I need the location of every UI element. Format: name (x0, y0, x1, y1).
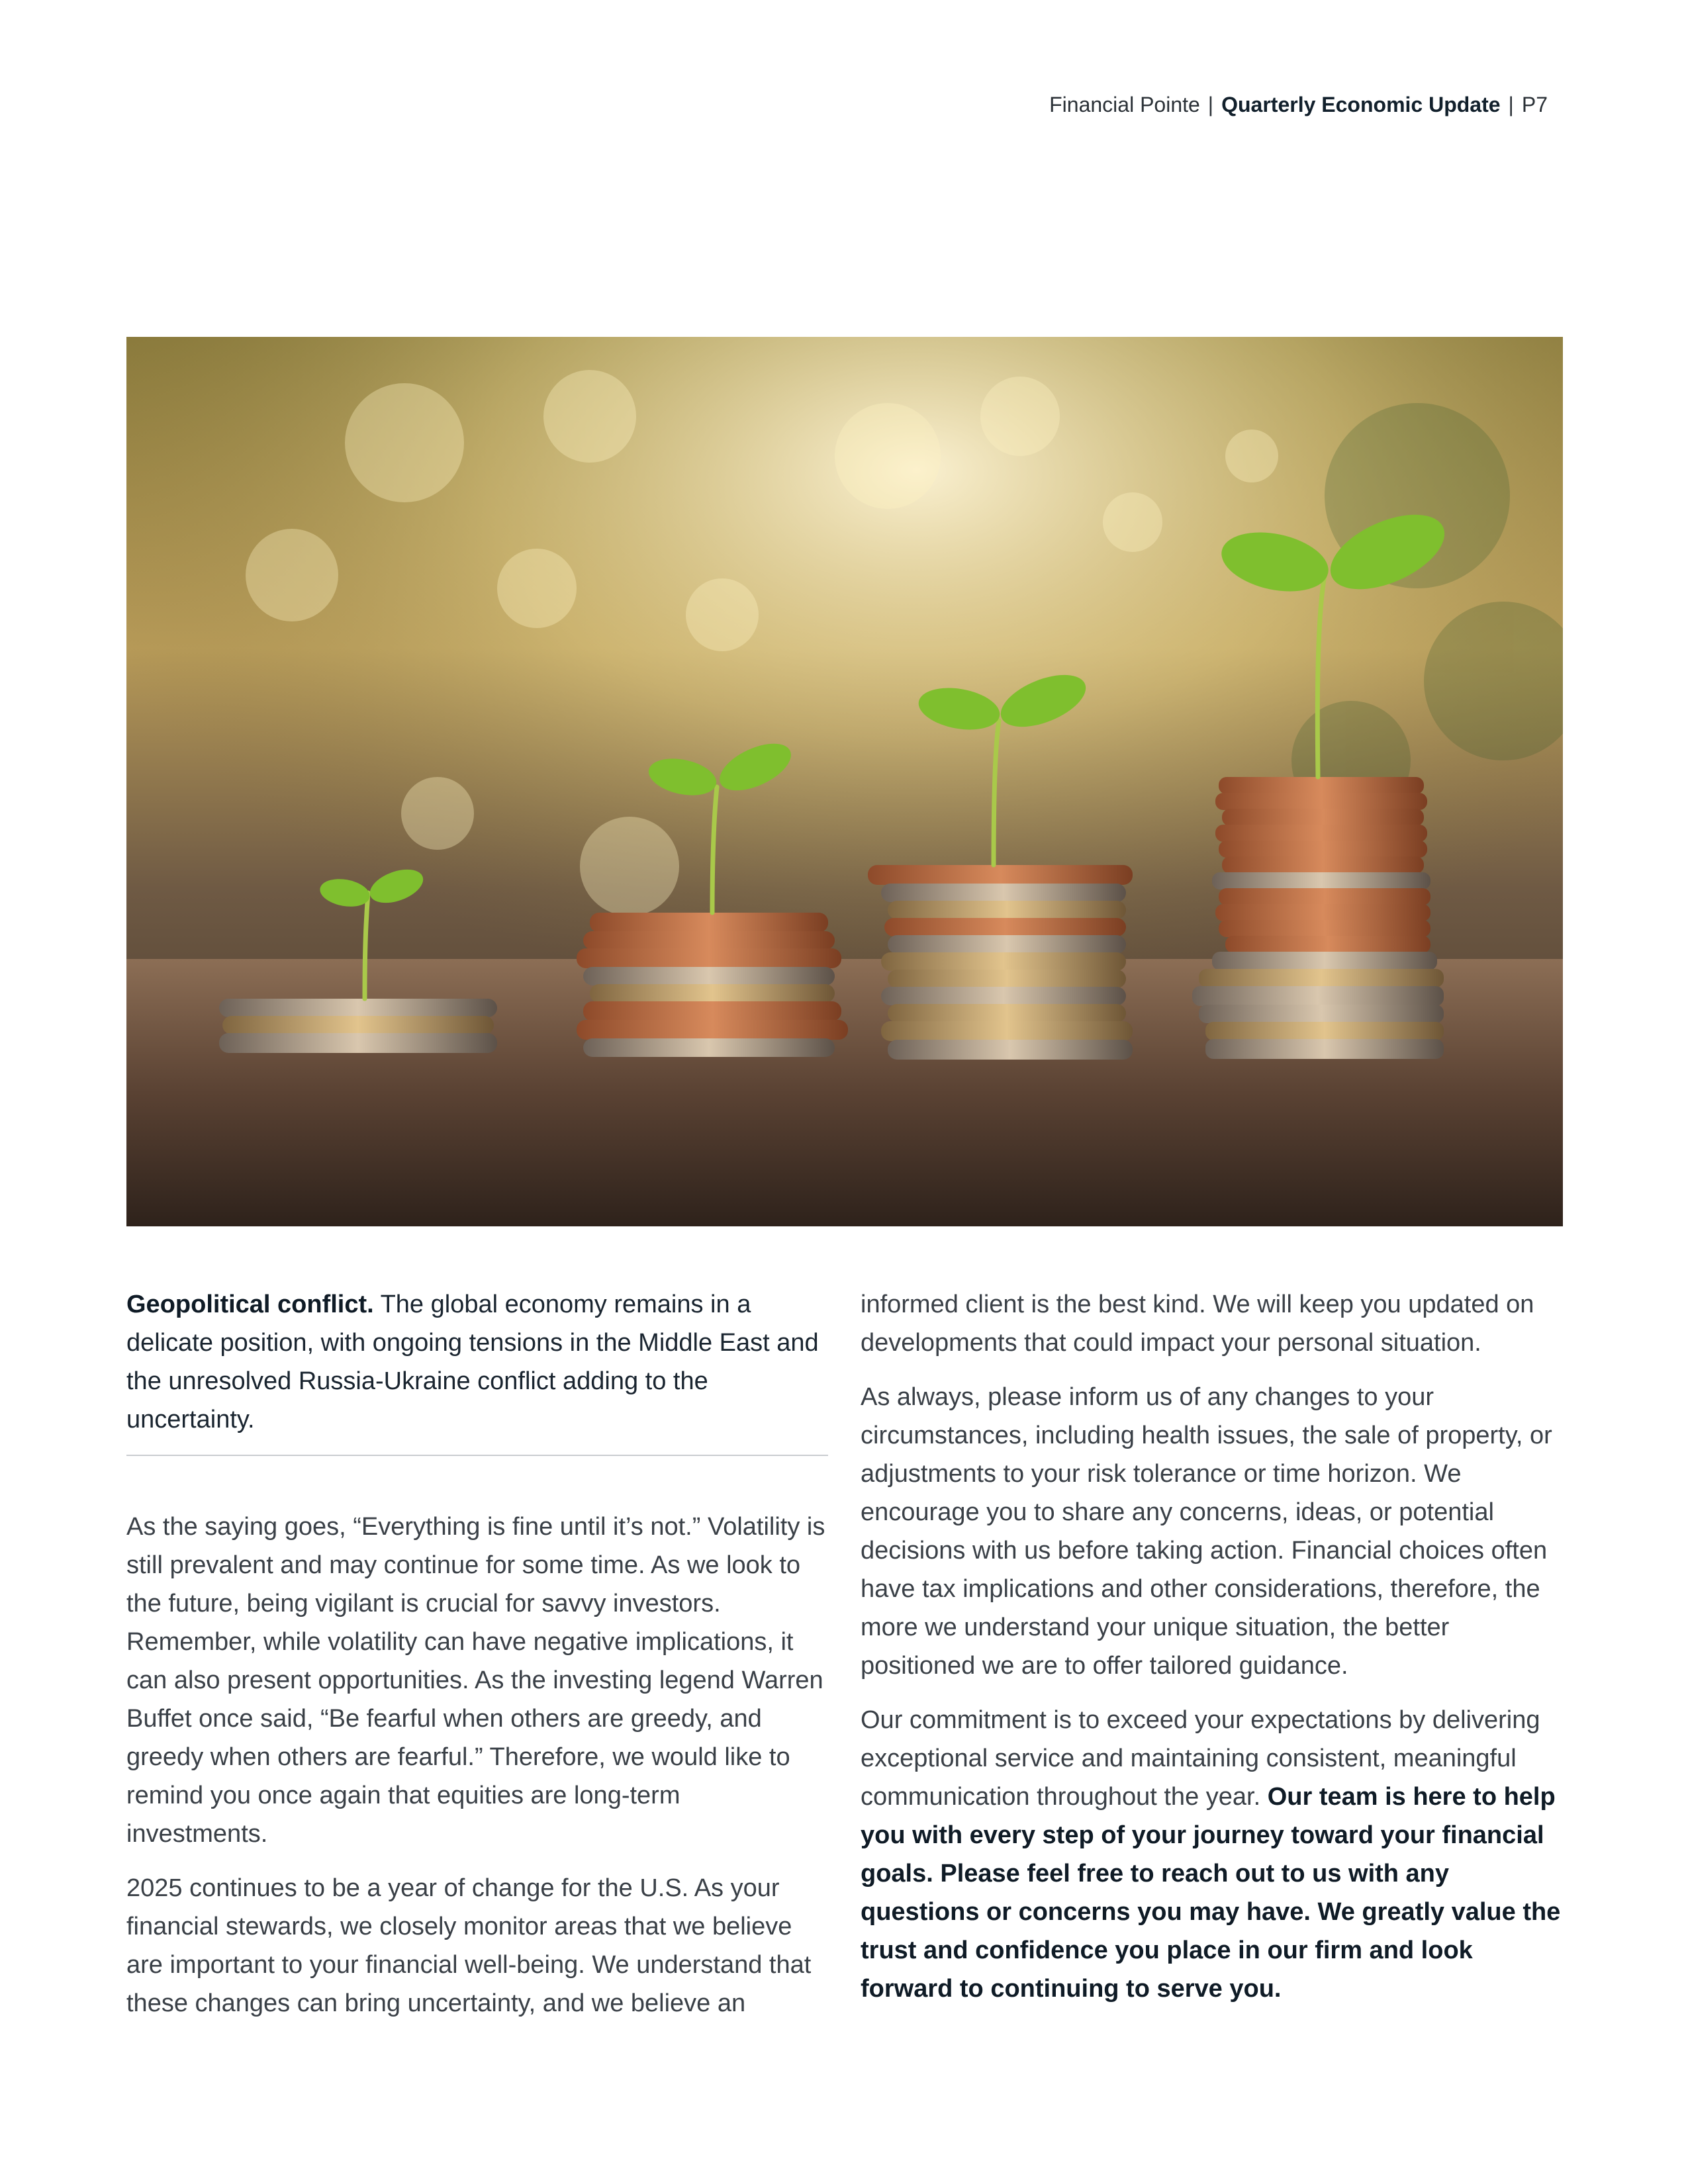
paragraph-volatility: As the saying goes, “Everything is fine until it’s not.” Volatility is still prevalent and may continue for some time. As we look to the future, being vigilant is crucial for savvy investors. Remember, while volatility can have negative implications, it can also present opportunities. As the investing legend Warren Buffet once said, “Be fearful when others are greedy, and greedy when others are fearful.” Therefore, we would like to remind you once again that equities are long-term investments. (126, 1513, 825, 1848)
brand-name: Financial Pointe (1049, 93, 1200, 116)
lead-text: The global economy remains in a delicate position, with ongoing tensions in the Middle East and the unresolved Russia-Ukraine conflict adding to the uncertainty. (126, 1291, 819, 1433)
page-number: P7 (1521, 93, 1548, 116)
lead-heading: Geopolitical conflict. (126, 1291, 374, 1318)
commitment-text: Our commitment is to exceed your expectations by delivering exceptional service and maintaining consistent, meaningful communication throughout the year. (861, 1706, 1540, 1811)
paragraph-commitment (861, 1701, 1564, 2008)
paragraph-2025-change: 2025 continues to be a year of change for the U.S. As your financial stewards, we closely monitor areas that we believe are important to your financial well-being. We understand that these changes can bring uncertainty, and we believe an (126, 1874, 812, 2017)
paragraph-informed-client: informed client is the best kind. We will keep you updated on developments that could impact your personal situation. (861, 1291, 1534, 1357)
left-column (126, 1285, 828, 2038)
page-header (1049, 93, 1548, 117)
header-separator: | (1207, 93, 1214, 116)
paragraph-inform-changes: As always, please inform us of any changes to your circumstances, including health issues, the sale of property, or adjustments to your risk tolerance or time horizon. We encourage you to share any concerns, ideas, or potential decisions with us before taking action. Financial choices often have tax implications and other considerations, therefore, the more we understand your unique situation, the better positioned we are to offer tailored guidance. (861, 1383, 1552, 1680)
header-separator: | (1508, 93, 1514, 116)
commitment-bold-text: Our team is here to help you with every step of your journey toward your financial goals. Please feel free to reach out to us with any questions or concerns you may have. We greatly value the trust and confidence you place in our firm and look forward to continuing to serve you. (861, 1783, 1561, 2003)
lead-paragraph (126, 1285, 828, 1439)
publication-title: Quarterly Economic Update (1221, 93, 1501, 116)
right-column (861, 1285, 1564, 2024)
coins-with-seedlings-image (126, 337, 1563, 1226)
divider (126, 1455, 828, 1456)
